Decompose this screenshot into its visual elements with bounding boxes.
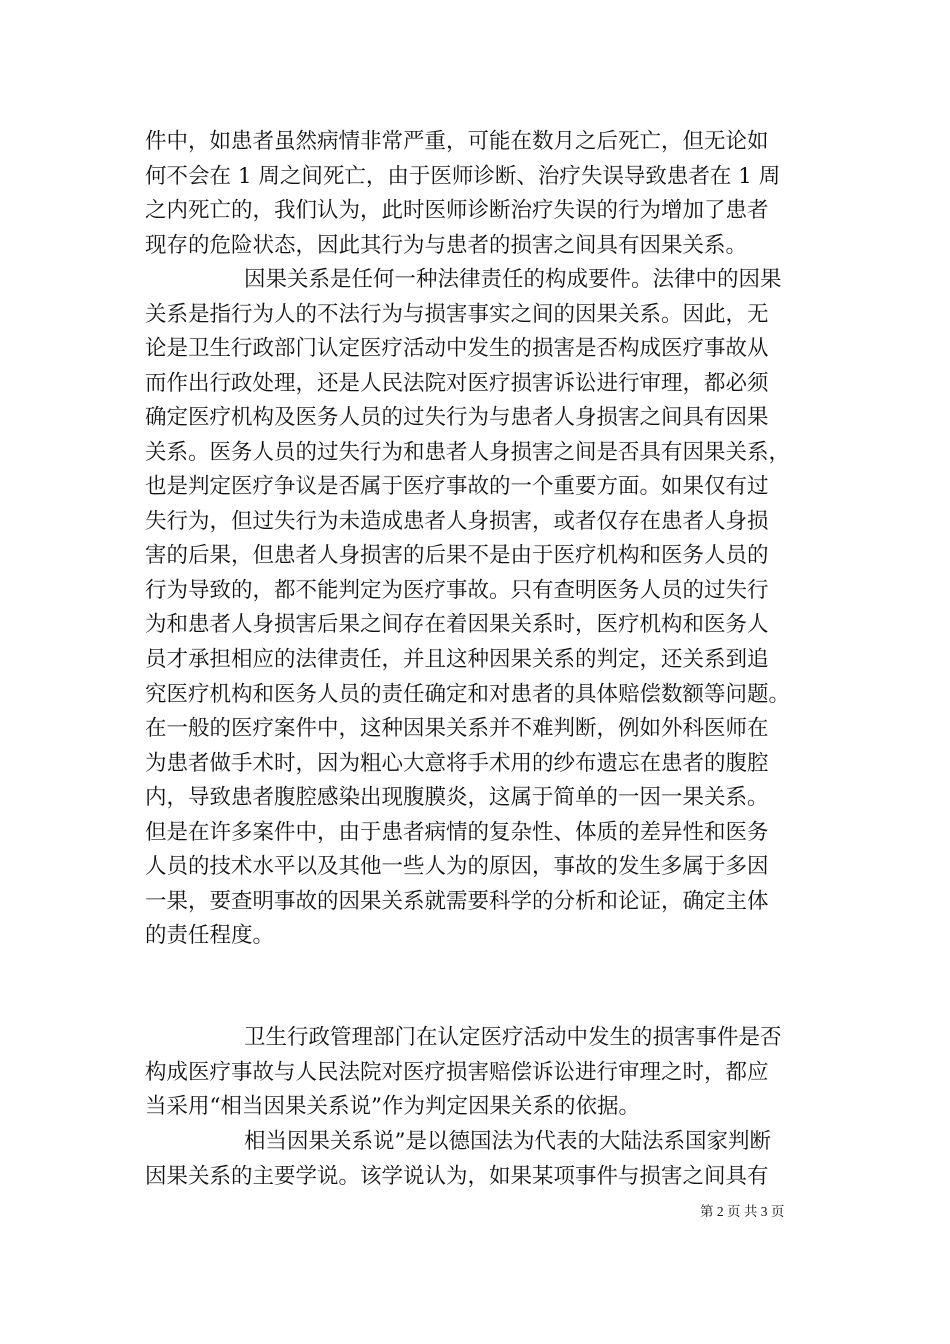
text-line-content: 因果关系是任何一种法律责任的构成要件。法律中的因果 (244, 267, 782, 292)
text-line: 在一般的医疗案件中，这种因果关系并不难判断，例如外科医师在 (145, 716, 769, 742)
paragraph-4 (145, 1125, 805, 1194)
paragraph-2 (145, 263, 805, 954)
text-line: 而作出行政处理，还是人民法院对医疗损害诉讼进行审理，都必须 (145, 370, 769, 396)
text-line: 员才承担相应的法律责任，并且这种因果关系的判定，还关系到追 (145, 647, 769, 673)
text-line: 但是在许多案件中，由于患者病情的复杂性、体质的差异性和医务 (145, 819, 769, 845)
text-line: 何不会在 1 周之间死亡，由于医师诊断、治疗失误导致患者在 1 周 (145, 163, 781, 189)
text-line: 的责任程度。 (145, 923, 275, 949)
text-line: 也是判定医疗争议是否属于医疗事故的一个重要方面。如果仅有过 (145, 474, 769, 500)
text-line-indented (145, 263, 805, 298)
page-number-footer: 第 2 页 共 3 页 (700, 1204, 785, 1219)
text-line: 人员的技术水平以及其他一些人为的原因，事故的发生多属于多因 (145, 854, 769, 880)
paragraph-3 (145, 1021, 805, 1125)
text-line: 究医疗机构和医务人员的责任确定和对患者的具体赔偿数额等问题。 (145, 681, 791, 707)
text-line: 害的后果，但患者人身损害的后果不是由于医疗机构和医务人员的 (145, 543, 769, 569)
text-line: 一果，要查明事故的因果关系就需要科学的分析和论证，确定主体 (145, 888, 769, 914)
text-line: 为和患者人身损害后果之间存在着因果关系时，医疗机构和医务人 (145, 612, 769, 638)
text-line: 构成医疗事故与人民法院对医疗损害赔偿诉讼进行审理之时，都应 (145, 1059, 769, 1085)
text-line: 关系。医务人员的过失行为和患者人身损害之间是否具有因果关系， (145, 439, 791, 465)
text-line: 关系是指行为人的不法行为与损害事实之间的因果关系。因此，无 (145, 301, 769, 327)
text-line-content: 卫生行政管理部门在认定医疗活动中发生的损害事件是否 (244, 1025, 782, 1050)
text-line: 之内死亡的，我们认为，此时医师诊断治疗失误的行为增加了患者 (145, 198, 769, 224)
text-line: 行为导致的，都不能判定为医疗事故。只有查明医务人员的过失行 (145, 577, 769, 603)
text-line: 确定医疗机构及医务人员的过失行为与患者人身损害之间具有因果 (145, 405, 769, 431)
text-line-indented (145, 1021, 805, 1056)
paragraph-1 (145, 125, 805, 263)
text-line: 件中，如患者虽然病情非常严重，可能在数月之后死亡，但无论如 (145, 129, 769, 154)
text-line: 论是卫生行政部门认定医疗活动中发生的损害是否构成医疗事故从 (145, 336, 769, 362)
text-line: 失行为，但过失行为未造成患者人身损害，或者仅存在患者人身损 (145, 508, 769, 534)
text-line: 为患者做手术时，因为粗心大意将手术用的纱布遗忘在患者的腹腔 (145, 750, 769, 776)
text-line-content: 相当因果关系说”是以德国法为代表的大陆法系国家判断 (244, 1129, 771, 1154)
text-line-indented (145, 1125, 805, 1160)
text-line: 现存的危险状态，因此其行为与患者的损害之间具有因果关系。 (145, 232, 748, 258)
text-line: 因果关系的主要学说。该学说认为，如果某项事件与损害之间具有 (145, 1163, 769, 1189)
text-line: 内，导致患者腹腔感染出现腹膜炎，这属于简单的一因一果关系。 (145, 785, 769, 811)
text-line: 当采用“相当因果关系说”作为判定因果关系的依据。 (145, 1094, 640, 1120)
